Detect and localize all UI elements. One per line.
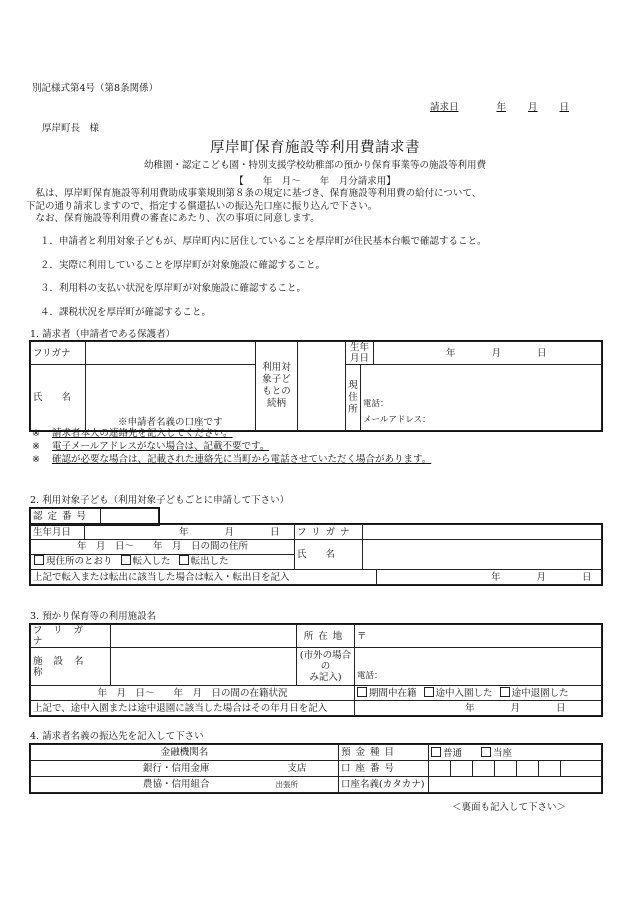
account-digit[interactable]	[429, 761, 451, 777]
facility-furigana-label: フリガナ	[31, 625, 111, 648]
email-label: メールアドレス：	[363, 415, 431, 425]
current-address-checkbox[interactable]	[34, 555, 44, 565]
section1-heading: 1. 請求者（申請者である保護者）	[30, 329, 176, 340]
facility-phone-field[interactable]	[355, 648, 602, 686]
child-birth-label: 生年月日	[31, 525, 85, 540]
footer-note: ＜裏面も記入して下さい＞	[452, 802, 567, 813]
child-furigana-label: フリガナ	[295, 525, 363, 540]
subtitle: 幼稚園・認定こども園・特別支援学校幼稚部の預かり保育事業等の施設等利用費	[143, 160, 486, 171]
intro-text: 私は、厚岸町保育施設等利用費助成事業規則第８条の規定に基づき、保育施設等利用費の給付について、 下記の通り請求しますので、指定する償還払いの振込先口座に振り込んで下さい。 なお、保育施設等利用費の審査にあたり、次の事項に同意します。	[26, 188, 482, 224]
enroll-period: 年 月 日～ 年 月 日の間の在籍状況	[31, 686, 355, 701]
holder-field[interactable]	[429, 777, 602, 793]
enroll-date-field[interactable]: 年 月 日	[355, 701, 602, 716]
addressee: 厚岸町長 様	[42, 123, 100, 134]
location-note: (市外の場合の み記入)	[297, 648, 355, 686]
account-digit[interactable]	[473, 761, 495, 777]
bank-table	[30, 744, 602, 793]
bank-line1[interactable]: 銀行・信用金庫 支店	[31, 761, 339, 777]
account-digit[interactable]	[517, 761, 539, 777]
facility-name-field[interactable]	[111, 648, 297, 686]
consent-list	[40, 230, 487, 324]
move-note: 上記で転入または転出に該当した場合は転入・転出日を記入	[31, 570, 377, 585]
child-table	[30, 524, 602, 585]
deposit-type-label: 預金種目	[339, 745, 429, 761]
applicant-table	[30, 341, 602, 431]
account-note: ※申請者名義の口座です	[118, 417, 223, 428]
enroll-note: 上記で、途中入園または途中退園に該当した場合はその年月日を記入	[31, 701, 355, 716]
section3-heading: 3. 預かり保育等の利用施設名	[30, 611, 157, 622]
full-period-checkbox[interactable]	[357, 687, 367, 697]
account-digit[interactable]	[451, 761, 473, 777]
account-digit[interactable]	[495, 761, 517, 777]
birth-label: 生年月日	[346, 342, 374, 365]
move-date-field[interactable]: 年 月 日	[377, 570, 602, 585]
postal-field[interactable]	[355, 625, 602, 648]
cert-no-field[interactable]	[101, 509, 159, 525]
cert-no-label: 認定番号	[31, 509, 101, 525]
address-field[interactable]	[361, 365, 602, 431]
residence-cell: 年 月 日～ 年 月 日の間の住所 現住所のとおり 転入した 転出した	[31, 540, 295, 570]
name-label: 氏 名	[31, 365, 86, 431]
period: 【 年 月～ 年 月分請求用】	[234, 176, 396, 187]
furigana-field[interactable]	[86, 342, 256, 365]
relation-label: 利用対 象子ど もとの 続柄	[256, 342, 298, 431]
section4-heading: 4. 請求者名義の振込先を記入して下さい	[30, 731, 204, 742]
facility-furigana-field[interactable]	[111, 625, 297, 648]
facility-phone-label: 電話：	[357, 671, 383, 681]
current-checkbox[interactable]	[481, 747, 491, 757]
moved-out-checkbox[interactable]	[179, 555, 189, 565]
child-name-field[interactable]	[363, 540, 602, 570]
moved-in-checkbox[interactable]	[121, 555, 131, 565]
bank-header: 金融機関名	[31, 745, 339, 761]
child-birth-field[interactable]: 年 月 日	[85, 525, 295, 540]
birth-field[interactable]: 年 月 日	[374, 342, 602, 365]
account-no-label: 口座番号	[339, 761, 429, 777]
consent-item: １．申請者と利用対象子どもが、厚岸町内に居住していることを厚岸町が住民基本台帳で確認すること。	[40, 236, 487, 247]
relation-field[interactable]	[298, 342, 346, 431]
join-checkbox[interactable]	[424, 687, 434, 697]
child-furigana-field[interactable]	[363, 525, 602, 540]
applicant-notes: ※ 請求者本人の連絡先を記入してください。 ※ 電子メールアドレスがない場合は、記載不要です。 ※ 確認が必要な場合は、記載された連絡先に当町から電話させていただく場合があります。	[32, 428, 432, 465]
consent-item: ４．課税状況を厚岸町が確認すること。	[40, 306, 212, 318]
leave-checkbox[interactable]	[500, 687, 510, 697]
name-field[interactable]	[86, 365, 256, 431]
account-digit[interactable]	[539, 761, 561, 777]
child-name-label: 氏 名	[295, 540, 363, 570]
account-digit[interactable]	[561, 761, 602, 777]
cert-table	[30, 508, 159, 525]
furigana-label: フリガナ	[31, 342, 86, 365]
request-date: 請求日 年 月 日	[430, 102, 570, 113]
postal-mark: 〒	[357, 630, 367, 642]
bank-line2[interactable]: 農協・信用組合 出張所	[31, 777, 339, 793]
holder-label: 口座名義(カタカナ)	[339, 777, 429, 793]
normal-checkbox[interactable]	[431, 747, 441, 757]
consent-item: ３．利用料の支払い状況を厚岸町が対象施設に確認すること。	[40, 283, 307, 294]
residence-period: 年 月 日～ 年 月 日の間の住所	[31, 540, 294, 555]
form-id: 別記様式第4号（第8条関係）	[32, 83, 159, 94]
page-title: 厚岸町保育施設等利用費請求書	[210, 140, 420, 156]
section2-heading: 2. 利用対象子ども（利用対象子どもごとに申請して下さい）	[30, 495, 290, 506]
deposit-type-field: 普通 当座	[429, 745, 602, 761]
phone-label: 電話：	[363, 399, 389, 409]
enroll-status: 期間中在籍 途中入園した 途中退園した	[355, 686, 602, 701]
location-label: 所在地	[297, 625, 355, 648]
facility-table	[30, 624, 602, 716]
facility-name-label: 施設名称	[31, 648, 111, 686]
consent-item: ２．実際に利用していることを厚岸町が対象施設に確認すること。	[40, 259, 326, 271]
address-label: 現 住 所	[346, 365, 361, 431]
